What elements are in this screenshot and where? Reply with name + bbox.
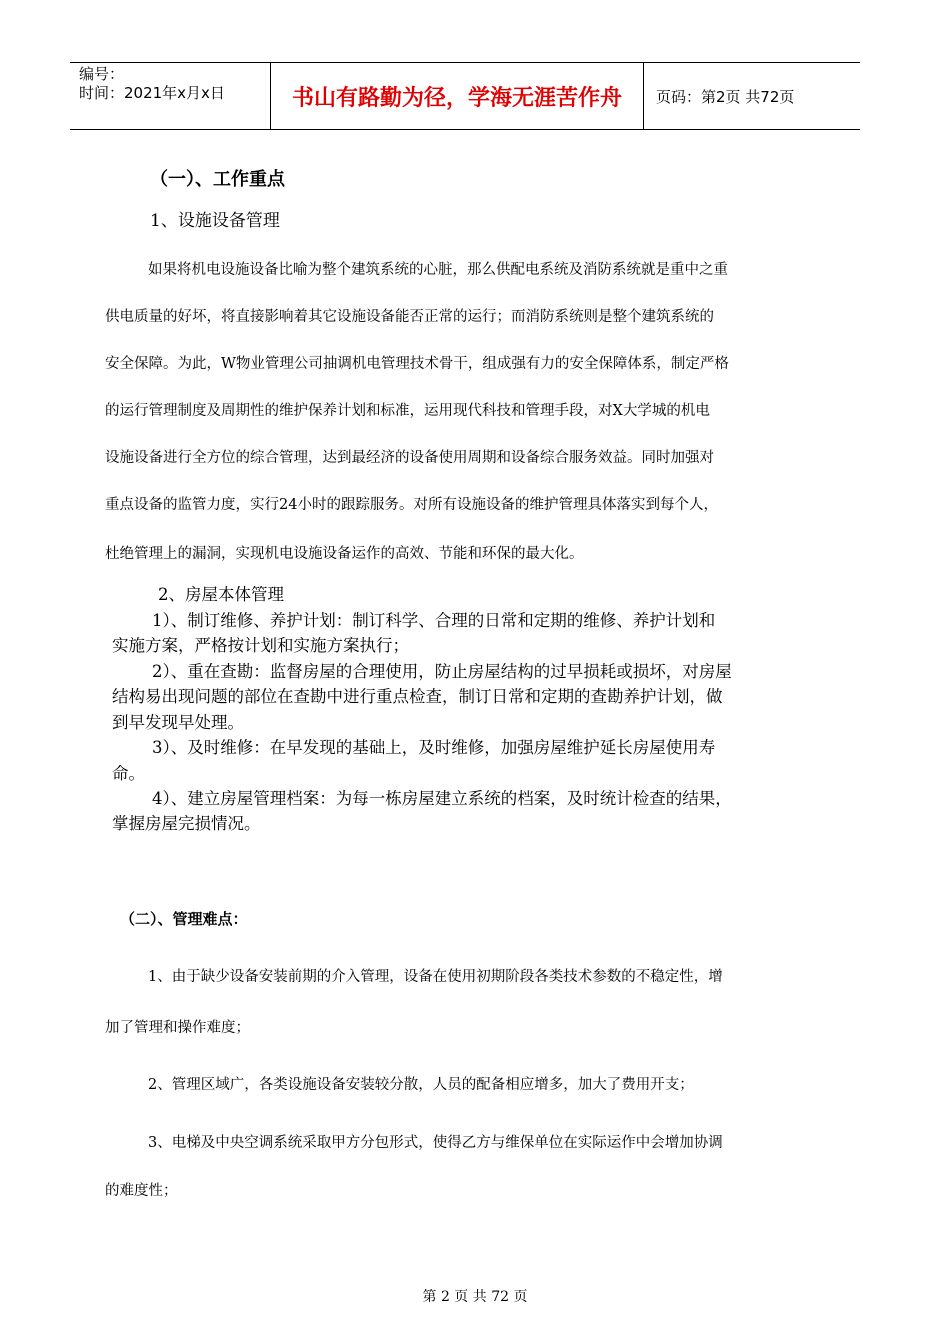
para1-line: 设施设备进行全方位的综合管理，达到最经济的设备使用周期和设备综合服务效益。同时加强对 <box>105 450 714 466</box>
para2-line: 掌握房屋完损情况。 <box>112 814 261 833</box>
para1-line: 的运行管理制度及周期性的维护保养计划和标准，运用现代科技和管理手段，对X大学城的机电 <box>105 403 710 419</box>
para3-line: 的难度性； <box>105 1183 178 1199</box>
header-meta <box>70 63 271 129</box>
para2-line: 4）、建立房屋管理档案：为每一栋房屋建立系统的档案，及时统计检查的结果， <box>152 789 732 808</box>
para2-line: 结构易出现问题的部位在查勘中进行重点检查，制订日常和定期的查勘养护计划，做 <box>112 687 723 706</box>
section1-sub2: 2、房屋本体管理 <box>158 585 284 604</box>
para1-line: 杜绝管理上的漏洞，实现机电设施设备运作的高效、节能和环保的最大化。 <box>105 546 584 562</box>
section1-heading: （一）、工作重点 <box>150 169 285 190</box>
page-footer: 第 2 页 共 72 页 <box>422 1289 528 1305</box>
para2-line: 到早发现早处理。 <box>112 713 244 732</box>
time-label: 时间：2021年x月x日 <box>79 84 225 102</box>
para3-line: 1、由于缺少设备安装前期的介入管理，设备在使用初期阶段各类技术参数的不稳定性，增 <box>148 969 723 985</box>
para3-line: 加了管理和操作难度； <box>105 1020 250 1036</box>
header-page-label: 页码：第2页 共72页 <box>656 87 795 106</box>
number-label: 编号： <box>79 65 125 83</box>
para2-line: 1）、制订维修、养护计划：制订科学、合理的日常和定期的维修、养护计划和 <box>152 611 716 630</box>
section1-sub1: 1、设施设备管理 <box>150 211 280 231</box>
header-motto: 书山有路勤为径，学海无涯苦作舟 <box>271 63 644 129</box>
page-header <box>70 62 860 130</box>
para1-line: 如果将机电设施设备比喻为整个建筑系统的心脏，那么供配电系统及消防系统就是重中之重 <box>148 262 728 278</box>
para3-line: 2、管理区域广，各类设施设备安装较分散，人员的配备相应增多，加大了费用开支； <box>148 1077 694 1093</box>
section2-heading: （二）、管理难点： <box>120 910 248 928</box>
para2-line: 2）、重在查勘：监督房屋的合理使用，防止房屋结构的过早损耗或损坏，对房屋 <box>152 662 732 681</box>
para1-line: 供电质量的好坏，将直接影响着其它设施设备能否正常的运行；而消防系统则是整个建筑系统的 <box>105 309 714 325</box>
para1-line: 安全保障。为此，W物业管理公司抽调机电管理技术骨干，组成强有力的安全保障体系，制定严格 <box>105 356 729 372</box>
para2-line: 3）、及时维修：在早发现的基础上，及时维修，加强房屋维护延长房屋使用寿 <box>152 738 716 757</box>
para2-line: 命。 <box>112 764 145 783</box>
para2-line: 实施方案，严格按计划和实施方案执行； <box>112 636 409 655</box>
para3-line: 3、电梯及中央空调系统采取甲方分包形式，使得乙方与维保单位在实际运作中会增加协调 <box>148 1135 723 1151</box>
para1-line: 重点设备的监管力度，实行24小时的跟踪服务。对所有设施设备的维护管理具体落实到每个人， <box>105 497 718 513</box>
